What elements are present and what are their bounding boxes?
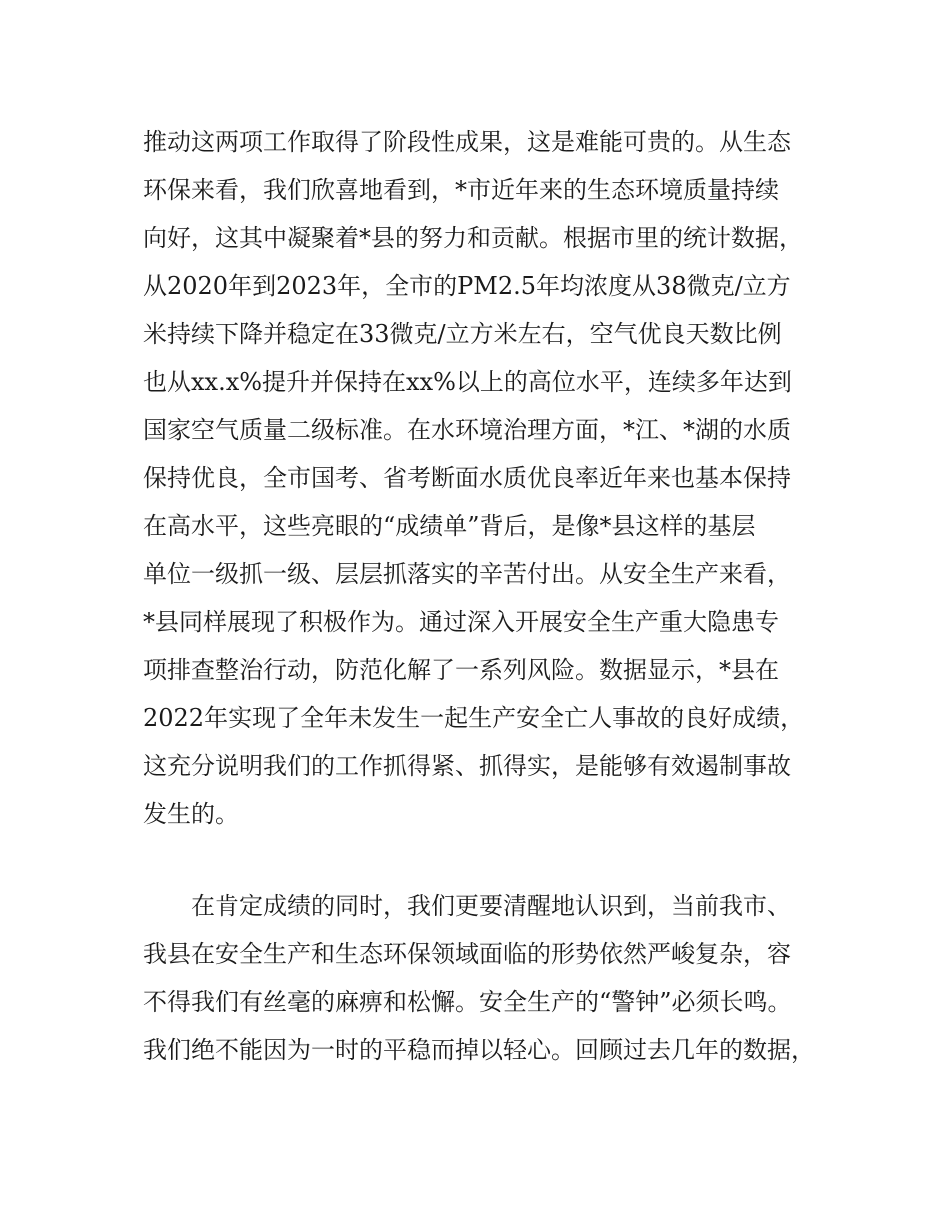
paragraph-1-line-12: 项排查整治行动，防范化解了一系列风险。数据显示，*县在	[143, 656, 779, 684]
paragraph-1-line-9: 在高水平，这些亮眼的“成绩单”背后，是像*县这样的基层	[143, 512, 756, 540]
paragraph-1-line-2: 环保来看，我们欣喜地看到，*市近年来的生态环境质量持续	[143, 176, 779, 204]
paragraph-1-line-8: 保持优良，全市国考、省考断面水质优良率近年来也基本保持	[143, 464, 791, 492]
paragraph-2-line-2: 我县在安全生产和生态环保领域面临的形势依然严峻复杂，容	[143, 940, 791, 968]
paragraph-1-line-5: 米持续下降并稳定在33微克/立方米左右，空气优良天数比例	[143, 320, 782, 348]
paragraph-1-line-1: 推动这两项工作取得了阶段性成果，这是难能可贵的。从生态	[143, 128, 791, 156]
paragraph-1-line-13: 2022年实现了全年未发生一起生产安全亡人事故的良好成绩，	[143, 704, 805, 732]
paragraph-1-line-3: 向好，这其中凝聚着*县的努力和贡献。根据市里的统计数据，	[143, 224, 803, 252]
paragraph-2-line-3: 不得我们有丝毫的麻痹和松懈。安全生产的“警钟”必须长鸣。	[143, 988, 792, 1016]
paragraph-1-line-6: 也从xx.x%提升并保持在xx%以上的高位水平，连续多年达到	[143, 368, 792, 396]
paragraph-1-line-4: 从2020年到2023年，全市的PM2.5年均浓度从38微克/立方	[143, 272, 791, 300]
paragraph-1-line-7: 国家空气质量二级标准。在水环境治理方面，*江、*湖的水质	[143, 416, 791, 444]
paragraph-1-line-15: 发生的。	[143, 800, 239, 828]
paragraph-2-line-1: 在肯定成绩的同时，我们更要清醒地认识到，当前我市、	[191, 892, 791, 920]
paragraph-1-line-14: 这充分说明我们的工作抓得紧、抓得实，是能够有效遏制事故	[143, 752, 791, 780]
paragraph-1-line-10: 单位一级抓一级、层层抓落实的辛苦付出。从安全生产来看，	[143, 560, 791, 588]
paragraph-2-line-4: 我们绝不能因为一时的平稳而掉以轻心。回顾过去几年的数据，	[143, 1036, 815, 1064]
paragraph-1-line-11: *县同样展现了积极作为。通过深入开展安全生产重大隐患专	[143, 608, 779, 636]
